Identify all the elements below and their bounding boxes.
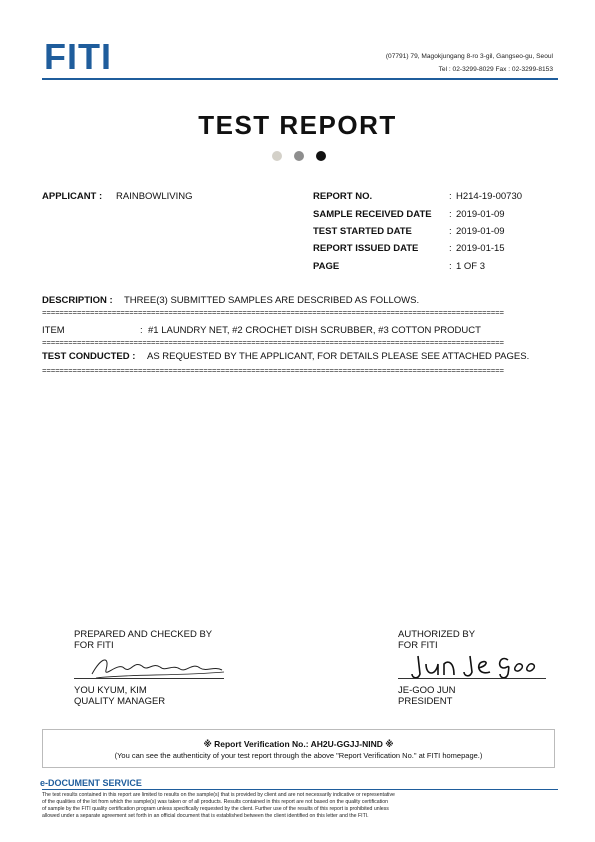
verification-number: ※ Report Verification No.: AH2U-GGJJ-NIND ※: [203, 739, 394, 749]
report-issued-colon: :: [449, 243, 452, 254]
sample-received-value: 2019-01-09: [456, 209, 505, 220]
verification-box: [42, 729, 555, 768]
test-conducted-label: TEST CONDUCTED :: [42, 351, 136, 362]
test-started-colon: :: [449, 226, 452, 237]
sample-received-label: SAMPLE RECEIVED DATE: [313, 209, 432, 220]
decorative-dot-mid: [294, 151, 304, 161]
e-document-service-label: e-DOCUMENT SERVICE: [40, 778, 142, 788]
sample-received-colon: :: [449, 209, 452, 220]
company-phone-fax: Tel : 02-3299-8029 Fax : 02-3299-8153: [438, 66, 553, 73]
prepared-by-heading: PREPARED AND CHECKED BY: [74, 629, 213, 640]
disclaimer-line: of sample by the FITI quality certification program unless specifically requested by the client. Further use of the results of this report is prohibited unless: [42, 806, 389, 812]
separator-line: ==========================================================================================================: [42, 368, 504, 376]
item-colon: :: [140, 325, 143, 336]
signature-line-left: [74, 678, 224, 679]
separator-line: ==========================================================================================================: [42, 340, 504, 348]
header-divider: [42, 78, 558, 80]
disclaimer-line: of the qualities of the lot from which the sample(s) was taken or of all products. Results contained in this report are not based on the quality certification: [42, 799, 389, 805]
description-value: THREE(3) SUBMITTED SAMPLES ARE DESCRIBED AS FOLLOWS.: [124, 295, 420, 306]
report-no-value: H214-19-00730: [456, 191, 523, 202]
page-value: 1 OF 3: [456, 261, 486, 272]
description-label: DESCRIPTION :: [42, 295, 113, 306]
decorative-dot-light: [272, 151, 282, 161]
report-issued-label: REPORT ISSUED DATE: [313, 243, 419, 254]
decorative-dot-dark: [316, 151, 326, 161]
page-colon: :: [449, 261, 452, 272]
authorized-by-org: FOR FITI: [398, 640, 438, 651]
test-conducted-value: AS REQUESTED BY THE APPLICANT, FOR DETAILS PLEASE SEE ATTACHED PAGES.: [147, 351, 530, 362]
applicant-value: RAINBOWLIVING: [116, 191, 193, 202]
signature-line-right: [398, 678, 546, 679]
authorized-by-position: PRESIDENT: [398, 696, 453, 707]
report-no-colon: :: [449, 191, 452, 202]
authorized-by-name: JE-GOO JUN: [398, 685, 456, 696]
prepared-by-name: YOU KYUM, KIM: [74, 685, 147, 696]
fiti-logo-text: FITI: [44, 38, 112, 74]
test-started-value: 2019-01-09: [456, 226, 505, 237]
item-label: ITEM: [42, 325, 65, 336]
test-started-label: TEST STARTED DATE: [313, 226, 412, 237]
report-no-label: REPORT NO.: [313, 191, 373, 202]
disclaimer-line: The test results contained in this report are limited to results on the sample(s) that is provided by client and are not necessarily indicative or representative: [42, 792, 395, 798]
applicant-label: APPLICANT :: [42, 191, 103, 202]
report-issued-value: 2019-01-15: [456, 243, 505, 254]
item-value: #1 LAUNDRY NET, #2 CROCHET DISH SCRUBBER, #3 COTTON PRODUCT: [148, 325, 481, 336]
company-address: (07791) 79, Magokjungang 8-ro 3-gil, Gangseo-gu, Seoul: [385, 53, 553, 60]
disclaimer-line: allowed under a separate agreement set forth in an official document that is established between the client identified on this letter and the FITI.: [42, 813, 369, 819]
prepared-by-org: FOR FITI: [74, 640, 114, 651]
verification-note: (You can see the authenticity of your test report through the above "Report Verification No." at FITI homepage.): [114, 751, 483, 760]
footer-divider: [42, 789, 558, 790]
separator-line: ==========================================================================================================: [42, 310, 504, 318]
authorized-by-heading: AUTHORIZED BY: [398, 629, 476, 640]
report-title: TEST REPORT: [198, 110, 397, 140]
prepared-by-position: QUALITY MANAGER: [74, 696, 166, 707]
fiti-logo: [44, 38, 136, 74]
page-label: PAGE: [313, 261, 340, 272]
